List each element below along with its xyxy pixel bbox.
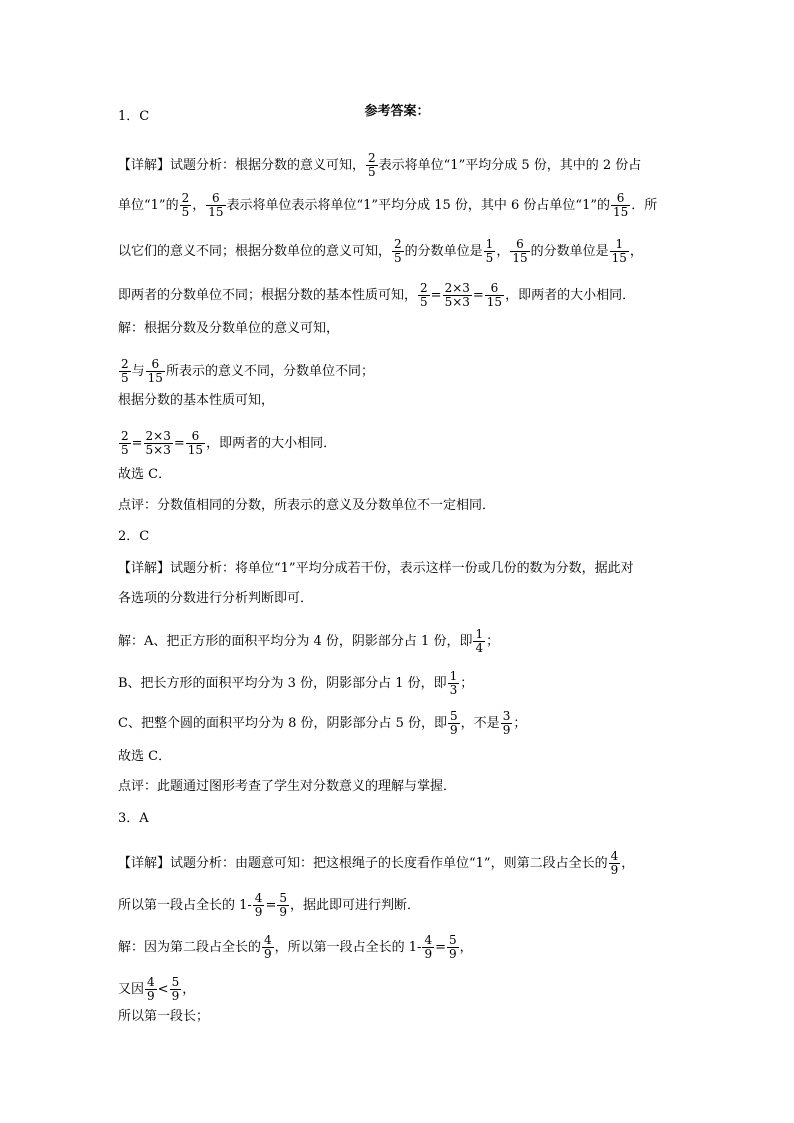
text-run: 的分数单位是 bbox=[404, 243, 483, 259]
text-run: ，所以第一段占全长的 1- bbox=[274, 939, 422, 955]
text-line bbox=[118, 562, 678, 575]
text-run: 2．C bbox=[118, 529, 150, 544]
fraction bbox=[253, 892, 265, 918]
text-run: ， bbox=[459, 939, 473, 955]
text-run: 各选项的分数进行分析判断即可． bbox=[118, 591, 314, 606]
text-run: 根据分数的基本性质可知， bbox=[118, 393, 275, 408]
text-run: 点评：此题通过图形考查了学生对分数意义的理解与掌握． bbox=[118, 779, 457, 794]
text-line bbox=[118, 592, 678, 605]
fraction-denominator: 5 bbox=[121, 370, 129, 385]
text-line bbox=[118, 468, 678, 481]
fraction-numerator: 1 bbox=[615, 237, 624, 251]
fraction bbox=[262, 934, 274, 960]
text-run: ， bbox=[182, 981, 196, 997]
text-run: 又因 bbox=[118, 981, 145, 997]
text-run: 点评：分数值相同的分数，所表示的意义及分数单位不一定相同． bbox=[118, 498, 496, 513]
fraction bbox=[501, 710, 513, 736]
text-run: < bbox=[157, 981, 169, 997]
text-run: 所以第一段长； bbox=[118, 1009, 210, 1024]
fraction-denominator: 15 bbox=[612, 204, 629, 219]
text-run: 1．C bbox=[118, 109, 150, 124]
fraction-numerator: 4 bbox=[147, 975, 155, 989]
fraction-denominator: 5×3 bbox=[145, 442, 171, 457]
fraction-numerator: 4 bbox=[424, 933, 433, 947]
fraction-denominator: 5 bbox=[420, 294, 428, 309]
fraction bbox=[392, 238, 404, 264]
text-run: 表示将单位“1”平均分成 5 份，其中的 2 份占 bbox=[378, 157, 642, 173]
fraction-denominator: 5 bbox=[485, 250, 494, 265]
text-run: ， bbox=[621, 855, 635, 871]
text-run: = bbox=[430, 287, 442, 303]
text-run: ， bbox=[629, 243, 643, 259]
text-run: ，不是 bbox=[460, 715, 500, 731]
text-run: ， bbox=[192, 197, 206, 213]
text-run: B、把长方形的面积平均分为 3 份，阴影部分占 1 份，即 bbox=[118, 675, 447, 691]
fraction bbox=[485, 282, 504, 308]
fraction-numerator: 4 bbox=[610, 849, 619, 863]
fraction bbox=[277, 892, 289, 918]
fraction-numerator: 6 bbox=[490, 281, 499, 295]
fraction-numerator: 6 bbox=[616, 191, 625, 205]
text-line bbox=[118, 282, 678, 308]
text-run: 单位“1”的 bbox=[118, 197, 179, 213]
text-run: 所以第一段占全长的 1- bbox=[118, 897, 252, 913]
text-run: ； bbox=[486, 633, 500, 649]
fraction bbox=[180, 192, 192, 218]
text-run: ，即两者的大小相同． bbox=[206, 435, 337, 451]
text-run: = bbox=[131, 435, 143, 451]
fraction-denominator: 9 bbox=[171, 988, 180, 1003]
fraction-denominator: 15 bbox=[187, 442, 204, 457]
text-run: 3．A bbox=[118, 811, 149, 826]
fraction-numerator: 2 bbox=[368, 151, 376, 165]
text-line bbox=[118, 892, 678, 918]
text-line bbox=[118, 530, 678, 543]
text-line bbox=[118, 322, 678, 335]
fraction bbox=[447, 934, 459, 960]
text-run: ， bbox=[496, 243, 510, 259]
fraction bbox=[448, 670, 460, 696]
text-run: 表示将单位表示将单位“1”平均分成 15 份，其中 6 份占单位“1”的 bbox=[226, 197, 610, 213]
fraction-denominator: 9 bbox=[502, 722, 511, 737]
fraction bbox=[448, 710, 460, 736]
text-line bbox=[118, 850, 678, 876]
fraction-denominator: 15 bbox=[512, 250, 528, 265]
fraction-numerator: 2 bbox=[394, 237, 402, 251]
text-line bbox=[118, 394, 678, 407]
text-run: 故选 C． bbox=[118, 749, 172, 764]
text-run: 的分数单位是 bbox=[530, 243, 609, 259]
text-line bbox=[118, 934, 678, 960]
fraction-denominator: 9 bbox=[450, 722, 458, 737]
fraction-denominator: 9 bbox=[449, 946, 457, 961]
text-run: ； bbox=[460, 675, 474, 691]
fraction-denominator: 3 bbox=[449, 682, 458, 697]
text-run: ．所 bbox=[631, 197, 658, 213]
text-run: = bbox=[435, 939, 446, 955]
fraction-numerator: 2 bbox=[121, 357, 129, 371]
text-run: 解：根据分数及分数单位的意义可知， bbox=[118, 321, 340, 336]
text-line bbox=[118, 430, 678, 456]
fraction-numerator: 1 bbox=[475, 627, 484, 641]
text-line bbox=[118, 710, 678, 736]
fraction bbox=[611, 192, 630, 218]
text-line bbox=[118, 750, 678, 763]
fraction-numerator: 5 bbox=[279, 891, 287, 905]
fraction-numerator: 1 bbox=[449, 669, 458, 683]
fraction bbox=[610, 238, 629, 264]
text-run: 即两者的分数单位不同；根据分数的基本性质可知， bbox=[118, 287, 418, 303]
fraction-numerator: 6 bbox=[212, 191, 220, 205]
fraction-denominator: 5 bbox=[394, 250, 402, 265]
text-line bbox=[118, 192, 678, 218]
fraction-numerator: 2 bbox=[181, 191, 190, 205]
text-run: 【详解】试题分析：将单位“1”平均分成若干份，表示这样一份或几份的数为分数，据此对 bbox=[118, 561, 634, 576]
fraction bbox=[418, 282, 430, 308]
fraction-denominator: 5 bbox=[181, 204, 190, 219]
fraction bbox=[609, 850, 621, 876]
fraction-denominator: 9 bbox=[279, 904, 287, 919]
fraction-numerator: 6 bbox=[516, 237, 524, 251]
text-line bbox=[118, 780, 678, 793]
fraction-denominator: 9 bbox=[147, 988, 155, 1003]
text-line bbox=[118, 628, 678, 654]
fraction-numerator: 1 bbox=[485, 237, 494, 251]
fraction-denominator: 15 bbox=[208, 204, 224, 219]
fraction-numerator: 5 bbox=[450, 709, 458, 723]
text-line bbox=[118, 499, 678, 512]
fraction-numerator: 6 bbox=[151, 357, 160, 371]
text-line bbox=[118, 358, 678, 384]
fraction bbox=[119, 430, 131, 456]
fraction-denominator: 4 bbox=[475, 640, 484, 655]
fraction-numerator: 5 bbox=[171, 975, 180, 989]
fraction-denominator: 9 bbox=[424, 946, 433, 961]
text-run: = bbox=[472, 287, 484, 303]
text-run: 故选 C． bbox=[118, 467, 172, 482]
fraction bbox=[145, 976, 157, 1002]
fraction-numerator: 2 bbox=[420, 281, 428, 295]
fraction-numerator: 4 bbox=[254, 891, 263, 905]
fraction-denominator: 15 bbox=[486, 294, 503, 309]
text-run: = bbox=[173, 435, 185, 451]
fraction bbox=[206, 192, 225, 218]
text-run: 【详解】试题分析：根据分数的意义可知， bbox=[118, 157, 366, 173]
text-run: = bbox=[265, 897, 277, 913]
fraction bbox=[119, 358, 131, 384]
fraction-denominator: 15 bbox=[611, 250, 627, 265]
fraction-denominator: 5 bbox=[121, 442, 129, 457]
text-run: 解：A、把正方形的面积平均分为 4 份，阴影部分占 1 份，即 bbox=[118, 633, 473, 649]
fraction bbox=[366, 152, 378, 178]
text-line bbox=[118, 812, 678, 825]
fraction bbox=[186, 430, 205, 456]
fraction bbox=[170, 976, 182, 1002]
fraction-numerator: 2×3 bbox=[145, 429, 171, 443]
fraction-numerator: 6 bbox=[191, 429, 200, 443]
fraction-numerator: 2×3 bbox=[444, 281, 470, 295]
fraction bbox=[510, 238, 529, 264]
text-line bbox=[118, 976, 678, 1002]
text-run: 所表示的意义不同，分数单位不同； bbox=[165, 363, 374, 379]
fraction-denominator: 5 bbox=[368, 164, 376, 179]
fraction-numerator: 3 bbox=[502, 709, 511, 723]
fraction-numerator: 2 bbox=[121, 429, 129, 443]
fraction-denominator: 15 bbox=[147, 370, 163, 385]
fraction-denominator: 9 bbox=[254, 904, 263, 919]
fraction bbox=[473, 628, 485, 654]
text-run: ，据此即可进行判断． bbox=[289, 897, 420, 913]
text-run: ； bbox=[513, 715, 527, 731]
text-run: C、把整个圆的面积平均分为 8 份，阴影部分占 5 份，即 bbox=[118, 715, 448, 731]
fraction bbox=[443, 282, 472, 308]
text-line bbox=[118, 152, 678, 178]
fraction bbox=[146, 358, 165, 384]
fraction-denominator: 9 bbox=[610, 862, 619, 877]
text-line bbox=[118, 238, 678, 264]
text-run: 以它们的意义不同；根据分数单位的意义可知， bbox=[118, 243, 392, 259]
fraction-denominator: 5×3 bbox=[444, 294, 470, 309]
text-line bbox=[118, 1010, 678, 1023]
fraction-numerator: 4 bbox=[264, 933, 272, 947]
page-title: 参考答案： bbox=[364, 104, 430, 119]
fraction-denominator: 9 bbox=[264, 946, 272, 961]
text-run: ，即两者的大小相同． bbox=[505, 287, 636, 303]
text-line bbox=[118, 110, 678, 123]
fraction bbox=[484, 238, 496, 264]
fraction-numerator: 5 bbox=[449, 933, 457, 947]
text-line bbox=[118, 670, 678, 696]
text-run: 与 bbox=[131, 363, 145, 379]
text-run: 解：因为第二段占全长的 bbox=[118, 939, 262, 955]
fraction bbox=[422, 934, 434, 960]
fraction bbox=[144, 430, 173, 456]
text-run: 【详解】试题分析：由题意可知：把这根绳子的长度看作单位“1”，则第二段占全长的 bbox=[118, 855, 608, 871]
